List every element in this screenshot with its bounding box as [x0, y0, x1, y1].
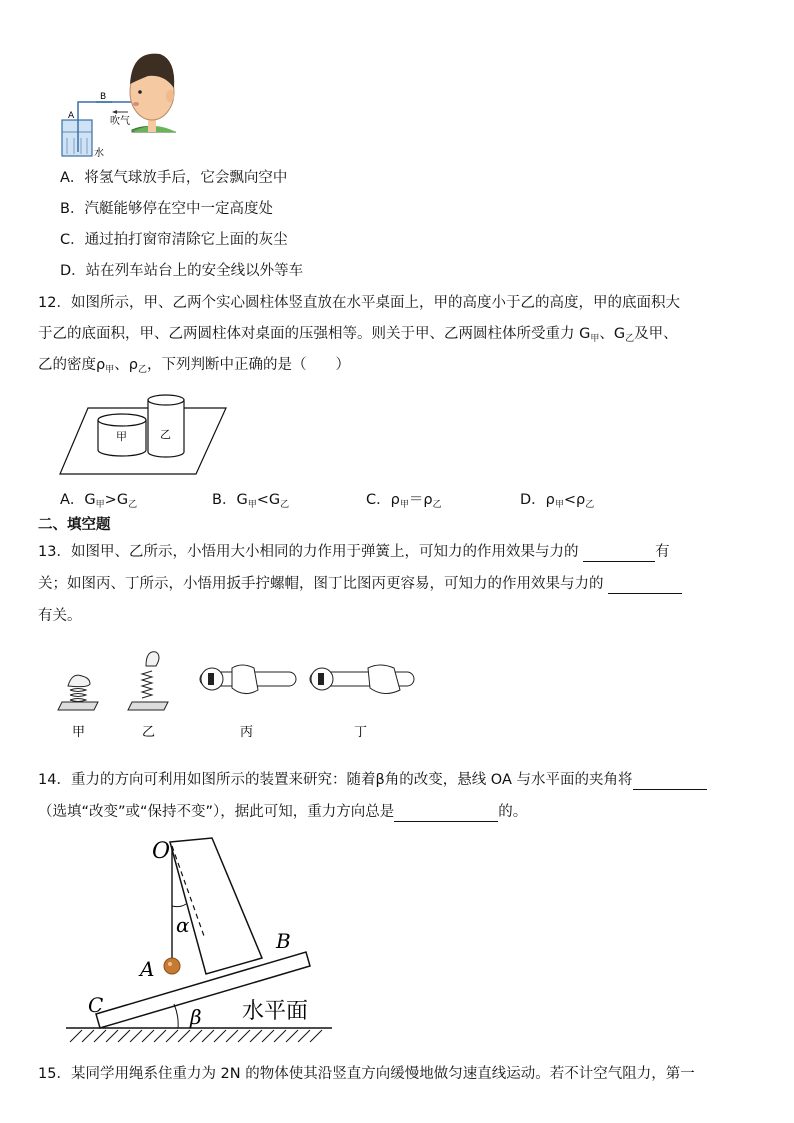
wrench-ding [310, 665, 414, 694]
spring-jia [58, 675, 98, 710]
label-yi: 乙 [142, 725, 156, 740]
q11-option-d[interactable]: D．站在列车站台上的安全线以外等车 [60, 263, 304, 279]
label-bing: 丙 [240, 725, 254, 740]
q11-option-c[interactable]: C．通过拍打窗帘清除它上面的灰尘 [60, 232, 288, 248]
q12-stem-line2: 于乙的底面积，甲、乙两圆柱体对桌面的压强相等。则关于甲、乙两圆柱体所受重力 $G_甲$、$G_乙$及甲、 [38, 326, 678, 344]
cylinder-yi [148, 395, 184, 457]
label-jia: 甲 [72, 725, 86, 740]
q13-figure [52, 640, 422, 744]
label-o: O [152, 839, 171, 864]
q12-option-c[interactable]: C．$\rho_甲=\rho_乙$ [366, 492, 442, 510]
label-alpha: α [176, 913, 190, 937]
q14-stem-line2: （选填“改变”或“保持不变”），据此可知，重力方向总是 的。 [38, 804, 528, 820]
q13-blank-2[interactable] [608, 577, 682, 594]
ball-a [164, 958, 180, 974]
label-ground: 水平面 [242, 999, 309, 1024]
label-blow: 吹气 [110, 116, 130, 127]
q11-figure [52, 40, 182, 162]
boy-illustration [130, 54, 176, 132]
spring-yi [128, 652, 168, 710]
q11-option-b[interactable]: B．汽艇能够停在空中一定高度处 [60, 201, 273, 217]
q12-stem-line1: 12．如图所示，甲、乙两个实心圆柱体竖直放在水平桌面上，甲的高度小于乙的高度，甲的底面积大 [38, 295, 680, 311]
label-water: 水 [94, 148, 104, 159]
upright-plate [170, 838, 262, 974]
section-heading: 二、填空题 [38, 517, 111, 533]
label-a: A [68, 111, 75, 121]
wrench-bing [200, 665, 296, 694]
q14-figure [62, 832, 334, 1058]
q15-stem-line1: 15．某同学用绳系住重力为 2N 的物体使其沿竖直方向缓慢地做匀速直线运动。若不计空气阻力，第一 [38, 1066, 695, 1082]
q13-blank-1[interactable] [583, 545, 655, 562]
label-c: C [88, 993, 104, 1017]
q14-blank-2[interactable] [394, 805, 498, 822]
q12-option-b[interactable]: B．$G_甲<G_乙$ [212, 492, 290, 510]
label-a: A [140, 957, 155, 981]
label-ding: 丁 [354, 725, 368, 740]
label-yi: 乙 [160, 428, 171, 441]
q14-blank-1[interactable] [633, 773, 707, 790]
label-b: B [100, 92, 107, 102]
q12-figure [58, 388, 230, 478]
label-jia: 甲 [116, 430, 127, 443]
q13-stem-line1: 13．如图甲、乙所示，小悟用大小相同的力作用于弹簧上，可知力的作用效果与力的 有 [38, 544, 670, 560]
q13-stem-line2: 关；如图丙、丁所示，小悟用扳手拧螺帽，图丁比图丙更容易，可知力的作用效果与力的 [38, 574, 682, 594]
q12-stem-line3: 乙的密度$\rho_甲$、$\rho_乙$，下列判断中正确的是（ ） [38, 357, 350, 375]
label-b: B [276, 929, 291, 953]
q11-option-a[interactable]: A．将氢气球放手后，它会飘向空中 [60, 170, 288, 186]
q12-option-d[interactable]: D．$\rho_甲<\rho_乙$ [520, 492, 595, 510]
q12-option-a[interactable]: A．$G_甲>G_乙$ [60, 492, 138, 510]
ground-hatch [70, 1030, 322, 1042]
label-beta: β [190, 1005, 202, 1029]
q14-stem-line1: 14．重力的方向可利用如图所示的装置来研究：随着β角的改变，悬线 OA 与水平面的夹角将 [38, 770, 707, 790]
q13-stem-line3: 有关。 [38, 608, 82, 624]
